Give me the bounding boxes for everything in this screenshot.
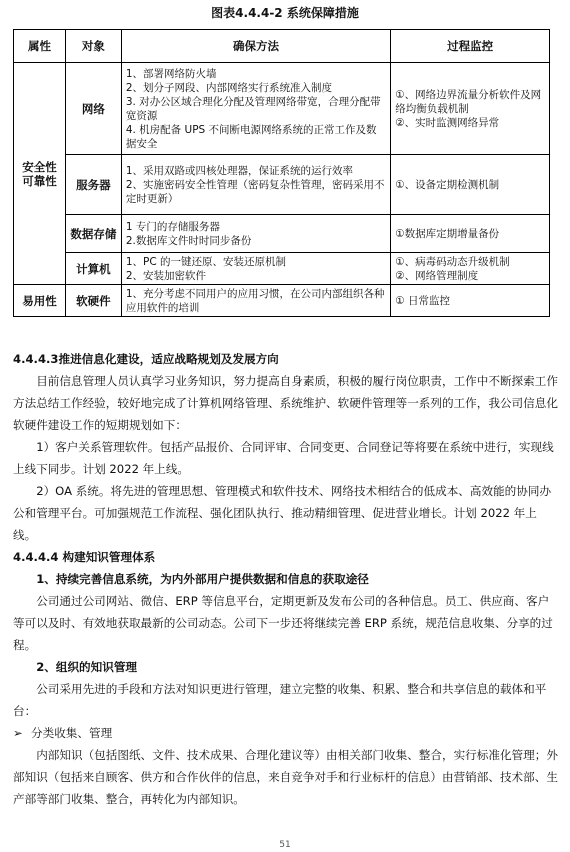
paragraph: 公司通过公司网站、微信、ERP 等信息平台，定期更新及发布公司的各种信息。员工、供应商、客户等可以及时、有效地获取最新的公司动态。公司下一步还将继续完善 ERP 系统，规范信息收集、分享的过程。 <box>13 594 553 652</box>
method-line: 3. 对办公区域合理化分配及管理网络带宽，合理分配带宽资源 <box>125 95 381 122</box>
header-object: 对象 <box>65 30 121 63</box>
method-line: 2、实施密码安全性管理（密码复杂性管理，密码采用不定时更新） <box>125 178 385 205</box>
table-caption: 图表4.4.4-2 系统保障措施 <box>211 6 359 20</box>
table-row <box>14 253 550 285</box>
object-cell: 网络 <box>65 63 121 155</box>
method-line: 1、采用双路或四核处理器，保证系统的运行效率 <box>125 164 354 177</box>
subsection-heading: 2、组织的知识管理 <box>36 660 138 674</box>
method-cell <box>121 155 390 215</box>
method-line: 2、安装加密软件 <box>125 269 207 282</box>
monitor-line: ① 日常监控 <box>395 294 451 307</box>
bullet-item <box>13 722 559 744</box>
attr-cell <box>14 63 66 285</box>
security-measures-table <box>13 29 550 317</box>
subsection-heading: 1、持续完善信息系统，为内外部用户提供数据和信息的获取途径 <box>36 572 369 586</box>
monitor-cell <box>391 285 550 317</box>
table-row <box>14 63 550 155</box>
bullet-text: 分类收集、管理 <box>31 726 113 740</box>
section-4443 <box>13 348 559 810</box>
monitor-line: ①数据库定期增量备份 <box>395 227 500 240</box>
monitor-line: ②、实时监测网络异常 <box>395 116 500 129</box>
page-number: 51 <box>279 840 291 850</box>
monitor-cell <box>391 155 550 215</box>
section-heading: 4.4.4.3推进信息化建设，适应战略规划及发展方向 <box>13 352 279 366</box>
method-line: 2.数据库文件时时同步备份 <box>125 234 252 247</box>
paragraph: 目前信息管理人员认真学习业务知识，努力提高自身素质，积极的履行岗位职责，工作中不断探索工作方法总结工作经验，较好地完成了计算机网络管理、系统维护、软硬件管理等一系列的工作，我公司信息化软硬件建设工作的短期规划如下： <box>13 374 558 432</box>
table-header-row <box>14 30 550 63</box>
method-cell <box>121 63 390 155</box>
header-monitor: 过程监控 <box>391 30 550 63</box>
header-method: 确保方法 <box>121 30 390 63</box>
header-attr: 属性 <box>14 30 66 63</box>
monitor-cell <box>391 253 550 285</box>
arrow-bullet-icon: ➢ <box>13 726 23 740</box>
object-cell: 软硬件 <box>65 285 121 317</box>
monitor-line: ②、网络管理制度 <box>395 269 479 282</box>
object-cell: 服务器 <box>65 155 121 215</box>
paragraph: 1）客户关系管理软件。包括产品报价、合同评审、合同变更、合同登记等将要在系统中进行，实现线上线下同步。计划 2022 年上线。 <box>13 440 554 476</box>
table-row <box>14 285 550 317</box>
monitor-line: ①、网络边界流量分析软件及网络均衡负载机制 <box>395 88 542 115</box>
paragraph: 2）OA 系统。将先进的管理思想、管理模式和软件技术、网络技术相结合的低成本、高效能的协同办公和管理平台。可加强规范工作流程、强化团队执行、推动精细管理、促进营业增长。计划 2022 年上线。 <box>13 484 552 542</box>
method-line: 1、充分考虑不同用户的应用习惯，在公司内部组织各种应用软件的培训 <box>125 287 385 314</box>
method-cell <box>121 253 390 285</box>
object-cell: 数据存储 <box>65 215 121 253</box>
table-row <box>14 155 550 215</box>
method-line: 1 专门的存储服务器 <box>125 220 220 233</box>
monitor-line: ①、病毒码动态升级机制 <box>395 255 510 268</box>
method-line: 2、划分子网段、内部网络实行系统准入制度 <box>125 81 333 94</box>
monitor-cell <box>391 63 550 155</box>
attr-cell: 易用性 <box>14 285 66 317</box>
method-cell <box>121 215 390 253</box>
attr-text: 安全性 可靠性 <box>22 159 57 188</box>
method-line: 4. 机房配备 UPS 不间断电源网络系统的正常工作及数据安全 <box>125 123 377 150</box>
object-cell: 计算机 <box>65 253 121 285</box>
monitor-cell <box>391 215 550 253</box>
section-heading: 4.4.4.4 构建知识管理体系 <box>13 550 156 564</box>
paragraph: 公司采用先进的手段和方法对知识更进行管理，建立完整的收集、积累、整合和共享信息的载体和平台： <box>13 682 547 718</box>
method-line: 1、PC 的一键还原、安装还原机制 <box>125 255 287 268</box>
paragraph: 内部知识（包括图纸、文件、技术成果、合理化建议等）由相关部门收集、整合，实行标准化管理；外部知识（包括来自顾客、供方和合作伙伴的信息，来自竞争对手和行业标杆的信息）由营销部、技术部、生产部等部门收集、整合，再转化为内部知识。 <box>13 748 558 806</box>
method-cell <box>121 285 390 317</box>
method-line: 1、部署网络防火墙 <box>125 67 217 80</box>
table-row <box>14 215 550 253</box>
monitor-line: ①、设备定期检测机制 <box>395 178 500 191</box>
